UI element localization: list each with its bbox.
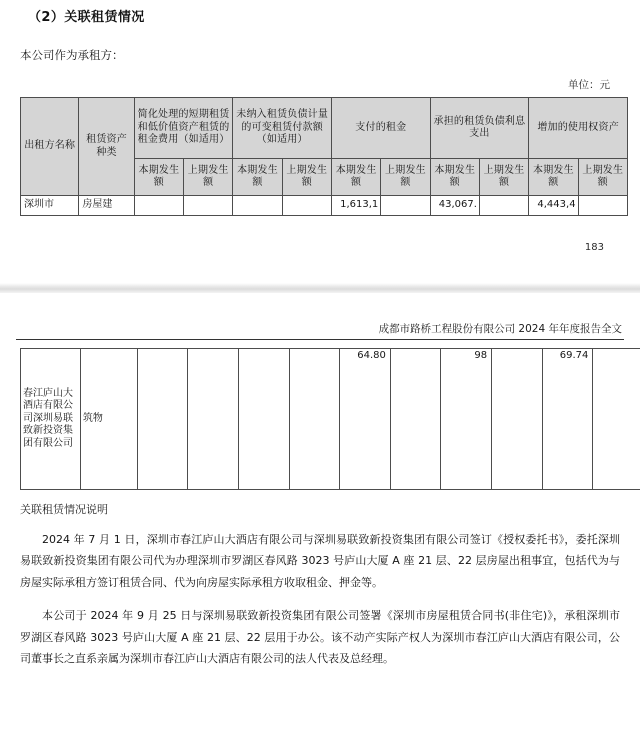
cell-lease-interest-prior [479, 196, 528, 216]
lease-table-two [20, 348, 640, 490]
subcol-header-current-5: 本期发生额 [529, 159, 578, 196]
cell-simplified-rent-prior [184, 196, 233, 216]
subcol-header-prior-5: 上期发生额 [578, 159, 627, 196]
table-row [21, 196, 628, 216]
cell-rent-paid-prior [390, 349, 441, 490]
lease-table-one [20, 97, 628, 216]
cell-right-of-use-current: 69.74 [542, 349, 593, 490]
cell-variable-payment-prior [289, 349, 340, 490]
running-header-rule [16, 339, 624, 340]
cell-lease-interest-current: 98 [441, 349, 492, 490]
page-separator [0, 283, 640, 293]
cell-right-of-use-prior [593, 349, 640, 490]
subcol-header-current-1: 本期发生额 [134, 159, 183, 196]
notes-paragraph-1: 2024 年 7 月 1 日，深圳市春江庐山大酒店有限公司与深圳易联致新投资集团有限公司签订《授权委托书》，委托深圳易联致新投资集团有限公司代为办理深圳市罗湖区春风路 3023 号庐山大厦 A 座 21 层、22 层房屋出租事宜，包括代为与房屋实际承租方签订租赁合同、代为向房屋实际承租方收取租金、押金等。 [20, 533, 620, 589]
cell-asset-type: 房屋建 [79, 196, 134, 216]
cell-rent-paid-current: 1,613,1 [331, 196, 380, 216]
col-header-lessor-name: 出租方名称 [21, 98, 79, 196]
table-row [21, 349, 640, 490]
subcol-header-prior-1: 上期发生额 [184, 159, 233, 196]
cell-lease-interest-prior [492, 349, 543, 490]
page-gap-spacer [0, 253, 640, 283]
notes-paragraph-2: 本公司于 2024 年 9 月 25 日与深圳易联致新投资集团有限公司签署《深圳市房屋租赁合同书(非住宅)》，承租深圳市罗湖区春风路 3023 号庐山大厦 A 座 21 层、22 层用于办公。该不动产实际产权人为深圳市春江庐山大酒店有限公司，公司董事长之直系亲属为深圳市春江庐山大酒店有限公司的法人代表及总经理。 [20, 609, 620, 666]
subcol-header-current-2: 本期发生额 [233, 159, 282, 196]
notes-title: 关联租赁情况说明 [20, 503, 108, 516]
cell-lessor-name: 深圳市 [21, 196, 79, 216]
col-header-variable-payment: 未纳入租赁负债计量的可变租赁付款额（如适用） [233, 98, 332, 159]
running-header: 成都市路桥工程股份有限公司 2024 年年度报告全文 [378, 323, 622, 335]
cell-simplified-rent-current [137, 349, 188, 490]
lead-text: 本公司作为承租方： [20, 48, 124, 62]
subcol-header-prior-2: 上期发生额 [282, 159, 331, 196]
subcol-header-current-4: 本期发生额 [430, 159, 479, 196]
col-header-rent-paid: 支付的租金 [331, 98, 430, 159]
cell-variable-payment-current [238, 349, 289, 490]
page-number: 183 [584, 242, 604, 253]
document-page-1 [0, 0, 640, 253]
lease-table-one-wrapper [14, 97, 626, 216]
cell-variable-payment-current [233, 196, 282, 216]
col-header-right-of-use: 增加的使用权资产 [529, 98, 628, 159]
col-header-lease-interest: 承担的租赁负债利息支出 [430, 98, 529, 159]
col-header-simplified-rent: 简化处理的短期租赁和低价值资产租赁的租金费用（如适用） [134, 98, 233, 159]
cell-simplified-rent-current [134, 196, 183, 216]
col-header-asset-type: 租赁资产种类 [79, 98, 134, 196]
cell-simplified-rent-prior [188, 349, 239, 490]
cell-right-of-use-current: 4,443,4 [529, 196, 578, 216]
cell-asset-type: 筑物 [80, 349, 137, 490]
cell-right-of-use-prior [578, 196, 627, 216]
cell-lease-interest-current: 43,067. [430, 196, 479, 216]
cell-rent-paid-current: 64.80 [340, 349, 391, 490]
lease-table-two-wrapper [14, 348, 626, 490]
subcol-header-current-3: 本期发生额 [331, 159, 380, 196]
table-header-group-row [21, 98, 628, 159]
document-page-2 [0, 293, 640, 670]
subcol-header-prior-3: 上期发生额 [381, 159, 430, 196]
cell-lessor-name: 春江庐山大酒店有限公司深圳易联致新投资集团有限公司 [21, 349, 81, 490]
section-heading: （2）关联租赁情况 [28, 10, 145, 25]
cell-variable-payment-prior [282, 196, 331, 216]
unit-label: 单位：元 [568, 79, 610, 91]
subcol-header-prior-4: 上期发生额 [479, 159, 528, 196]
cell-rent-paid-prior [381, 196, 430, 216]
